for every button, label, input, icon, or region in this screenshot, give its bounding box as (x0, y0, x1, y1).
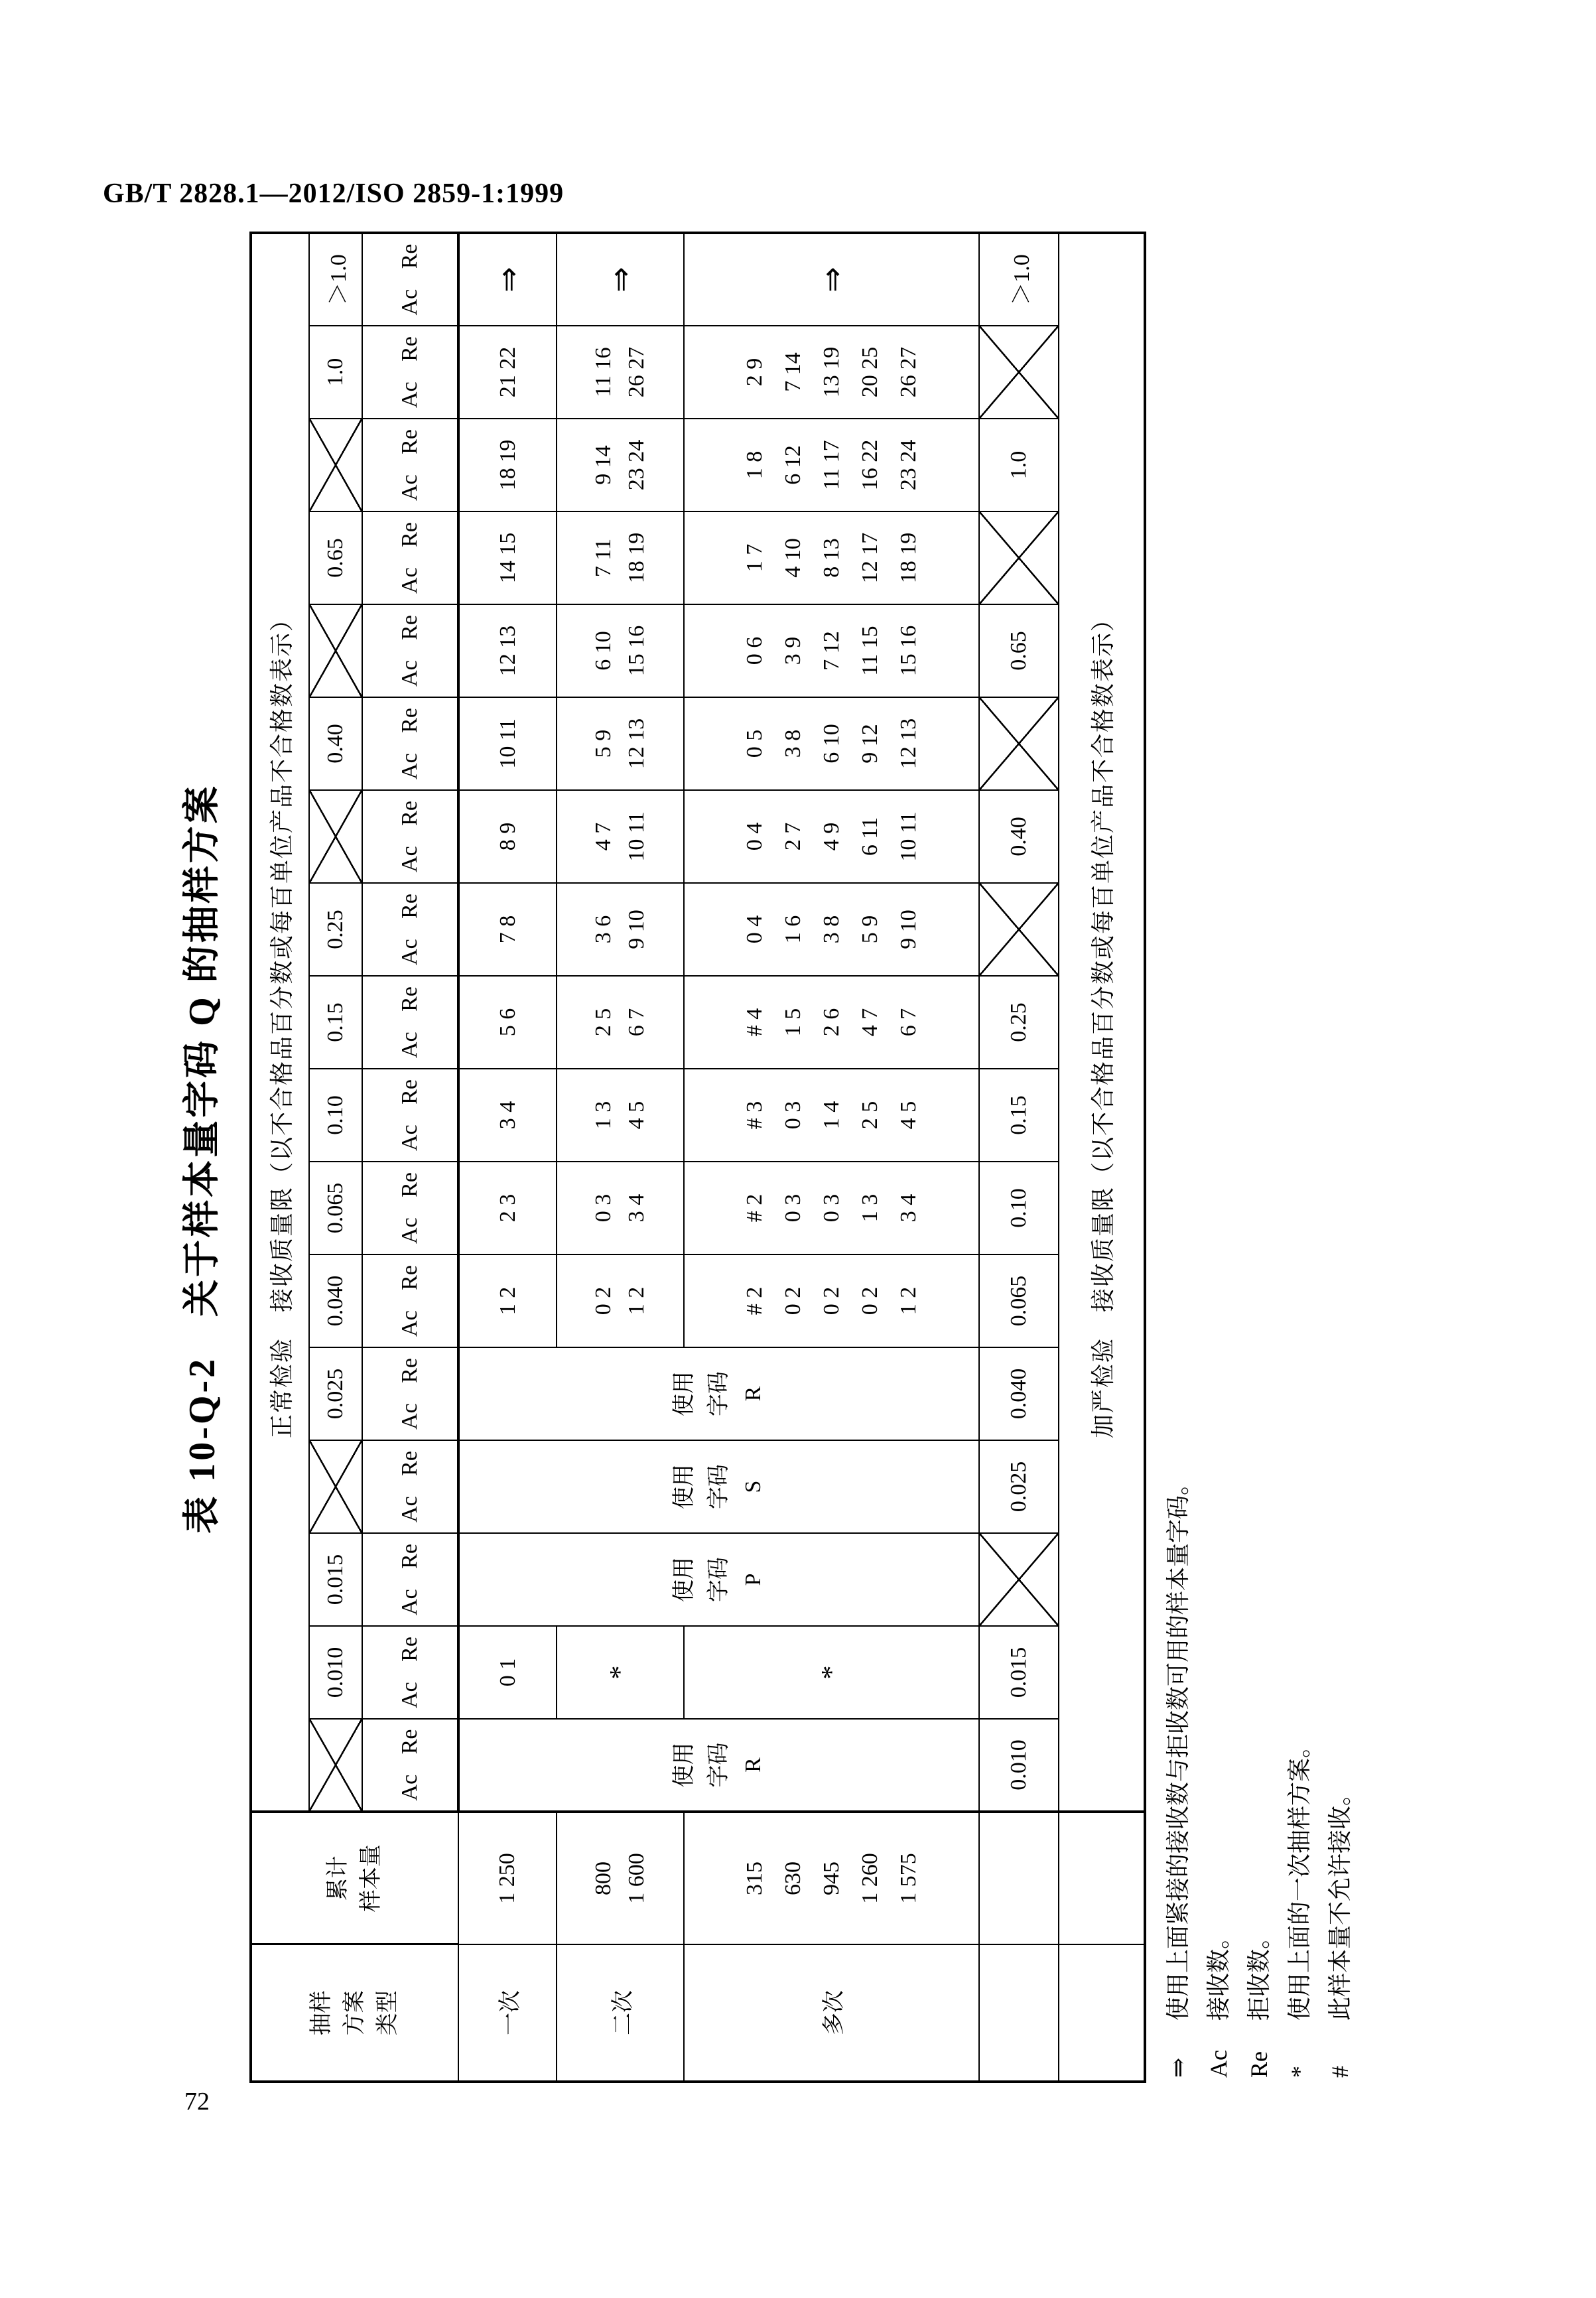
plan-cell-double: 11 16 26 27 (557, 326, 684, 419)
plan-cell-double: 0 3 3 4 (557, 1162, 684, 1254)
plan-type-1: 二次 (557, 1944, 684, 2082)
acre-label: Ac Re (362, 1347, 458, 1440)
acre-label: Ac Re (362, 1440, 458, 1533)
normal-aql-cross (309, 604, 362, 697)
normal-aql-value: 0.065 (309, 1162, 362, 1254)
acre-label: Ac Re (362, 1533, 458, 1626)
empty-cell (1059, 1812, 1145, 1944)
footnote-symbol: * (1286, 2066, 1313, 2078)
footnote-symbol: ⇒ (1165, 2057, 1191, 2078)
normal-aql-value: 0.10 (309, 1069, 362, 1162)
normal-aql-value: 0.65 (309, 511, 362, 604)
normal-aql-value: 0.010 (309, 1626, 362, 1719)
empty-cell (979, 1944, 1059, 2082)
footnote-4 (1320, 232, 1361, 2078)
footnote-symbol: Ac (1205, 2050, 1232, 2078)
plan-cell-multiple: # 4 1 5 2 6 4 7 6 7 (684, 976, 979, 1069)
normal-aql-value: 0.25 (309, 883, 362, 976)
plan-cell-single: 1 2 (458, 1254, 557, 1347)
tightened-aql-value: 0.10 (979, 1162, 1059, 1254)
plan-cell-multiple: # 2 0 2 0 2 0 2 1 2 (684, 1254, 979, 1347)
tightened-aql-cross (979, 511, 1059, 604)
footnote-text: 拒收数。 (1246, 1925, 1272, 2021)
plan-cell-multiple: 0 5 3 8 6 10 9 12 12 13 (684, 697, 979, 790)
plan-cell-double: 7 11 18 19 (557, 511, 684, 604)
acre-label: Ac Re (362, 326, 458, 419)
tightened-aql-cross (979, 326, 1059, 419)
plan-cell-single: 18 19 (458, 419, 557, 511)
plan-cell-multiple: # 2 0 3 0 3 1 3 3 4 (684, 1162, 979, 1254)
acre-label: Ac Re (362, 1719, 458, 1812)
plan-cell-single: ⇒ (458, 233, 557, 326)
tightened-aql-value: ＞1.0 (979, 233, 1059, 326)
plan-cell-multiple: 0 4 1 6 3 8 5 9 9 10 (684, 883, 979, 976)
normal-aql-cross (309, 1719, 362, 1812)
plan-cell-single: 0 1 (458, 1626, 557, 1719)
tightened-aql-cross (979, 697, 1059, 790)
tightened-aql-value: 0.15 (979, 1069, 1059, 1162)
plan-cell-double: 5 9 12 13 (557, 697, 684, 790)
plan-cell-single: 7 8 (458, 883, 557, 976)
acre-label: Ac Re (362, 1626, 458, 1719)
empty-cell (1059, 1944, 1145, 2082)
acre-label: Ac Re (362, 511, 458, 604)
tightened-aql-value: 0.025 (979, 1440, 1059, 1533)
footnote-1 (1199, 232, 1239, 2078)
normal-aql-value: 1.0 (309, 326, 362, 419)
footnote-symbol: # (1327, 2066, 1353, 2078)
tightened-aql-value: 0.40 (979, 790, 1059, 883)
normal-aql-value: ＞1.0 (309, 233, 362, 326)
normal-aql-value: 0.15 (309, 976, 362, 1069)
tightened-aql-value: 0.65 (979, 604, 1059, 697)
normal-aql-value: 0.015 (309, 1533, 362, 1626)
cum-sample-sizes-2: 315 630 945 1 260 1 575 (684, 1812, 979, 1944)
footnote-3 (1280, 232, 1320, 2078)
normal-aql-value: 0.40 (309, 697, 362, 790)
plan-cell-multiple: 1 8 6 12 11 17 16 22 23 24 (684, 419, 979, 511)
plan-cell-double: ⇒ (557, 233, 684, 326)
table-title: 表 10-Q-2 关于样本量字码 Q 的抽样方案 (182, 783, 223, 1534)
document-header: GB/T 2828.1—2012/ISO 2859-1:1999 (103, 178, 565, 209)
plan-cell-double: 3 6 9 10 (557, 883, 684, 976)
footnotes (1158, 232, 1361, 2083)
plan-cell-single: 5 6 (458, 976, 557, 1069)
use-code-letter-cell: 使用 字码 P (458, 1533, 979, 1626)
plan-cell-double: 9 14 23 24 (557, 419, 684, 511)
plan-cell-single: 3 4 (458, 1069, 557, 1162)
plan-cell-single: 12 13 (458, 604, 557, 697)
footnote-2 (1239, 232, 1280, 2078)
acre-label: Ac Re (362, 604, 458, 697)
acre-label: Ac Re (362, 790, 458, 883)
footnote-symbol: Re (1246, 2051, 1272, 2078)
plan-cell-multiple: 2 9 7 14 13 19 20 25 26 27 (684, 326, 979, 419)
col-header-cum-sample-size: 累计 样本量 (251, 1812, 458, 1944)
tightened-aql-value: 0.010 (979, 1719, 1059, 1812)
sampling-plan-table (249, 232, 1146, 2083)
plan-cell-single: 8 9 (458, 790, 557, 883)
footnote-text: 使用上面的一次抽样方案。 (1286, 1733, 1313, 2021)
plan-cell-single: 2 3 (458, 1162, 557, 1254)
plan-cell-single: 21 22 (458, 326, 557, 419)
normal-aql-cross (309, 1440, 362, 1533)
acre-label: Ac Re (362, 1254, 458, 1347)
plan-type-0: 一次 (458, 1944, 557, 2082)
normal-aql-value: 0.025 (309, 1347, 362, 1440)
plan-cell-double: 2 5 6 7 (557, 976, 684, 1069)
tightened-aql-value: 0.25 (979, 976, 1059, 1069)
normal-inspection-header: 正常检验 接收质量限（以不合格品百分数或每百单位产品不合格数表示） (251, 233, 309, 1812)
plan-cell-single: 10 11 (458, 697, 557, 790)
acre-label: Ac Re (362, 1162, 458, 1254)
use-code-letter-cell: 使用 字码 R (458, 1719, 979, 1812)
col-header-plan-type: 抽样 方案 类型 (251, 1944, 458, 2082)
use-code-letter-cell: 使用 字码 S (458, 1440, 979, 1533)
acre-label: Ac Re (362, 233, 458, 326)
plan-cell-double: 0 2 1 2 (557, 1254, 684, 1347)
tightened-aql-value: 0.015 (979, 1626, 1059, 1719)
footnote-text: 此样本量不允许接收。 (1327, 1781, 1353, 2021)
empty-cell (979, 1812, 1059, 1944)
plan-cell-double: 6 10 15 16 (557, 604, 684, 697)
tightened-aql-value: 0.040 (979, 1347, 1059, 1440)
tightened-inspection-header: 加严检验 接收质量限（以不合格品百分数或每百单位产品不合格数表示） (1059, 233, 1145, 1812)
normal-aql-cross (309, 419, 362, 511)
plan-cell-double: * (557, 1626, 684, 1719)
tightened-aql-value: 0.065 (979, 1254, 1059, 1347)
tightened-aql-cross (979, 883, 1059, 976)
plan-cell-multiple: * (684, 1626, 979, 1719)
footnote-text: 接收数。 (1205, 1925, 1232, 2021)
plan-cell-multiple: # 3 0 3 1 4 2 5 4 5 (684, 1069, 979, 1162)
tightened-aql-cross (979, 1533, 1059, 1626)
plan-cell-double: 1 3 4 5 (557, 1069, 684, 1162)
page-number: 72 (184, 2088, 210, 2116)
acre-label: Ac Re (362, 976, 458, 1069)
acre-label: Ac Re (362, 697, 458, 790)
tightened-aql-value: 1.0 (979, 419, 1059, 511)
plan-cell-single: 14 15 (458, 511, 557, 604)
normal-aql-value: 0.040 (309, 1254, 362, 1347)
cum-sample-sizes-1: 800 1 600 (557, 1812, 684, 1944)
acre-label: Ac Re (362, 419, 458, 511)
acre-label: Ac Re (362, 1069, 458, 1162)
use-code-letter-cell: 使用 字码 R (458, 1347, 979, 1440)
footnote-0 (1158, 232, 1199, 2078)
plan-cell-multiple: 1 7 4 10 8 13 12 17 18 19 (684, 511, 979, 604)
normal-aql-cross (309, 790, 362, 883)
acre-label: Ac Re (362, 883, 458, 976)
plan-type-2: 多次 (684, 1944, 979, 2082)
plan-cell-multiple: 0 4 2 7 4 9 6 11 10 11 (684, 790, 979, 883)
plan-cell-multiple: 0 6 3 9 7 12 11 15 15 16 (684, 604, 979, 697)
rotated-table-block (172, 232, 1360, 2083)
plan-cell-double: 4 7 10 11 (557, 790, 684, 883)
footnote-text: 使用上面紧接的接收数与拒收数可用的样本量字码。 (1165, 1471, 1191, 2021)
cum-sample-sizes-0: 1 250 (458, 1812, 557, 1944)
plan-cell-multiple: ⇒ (684, 233, 979, 326)
